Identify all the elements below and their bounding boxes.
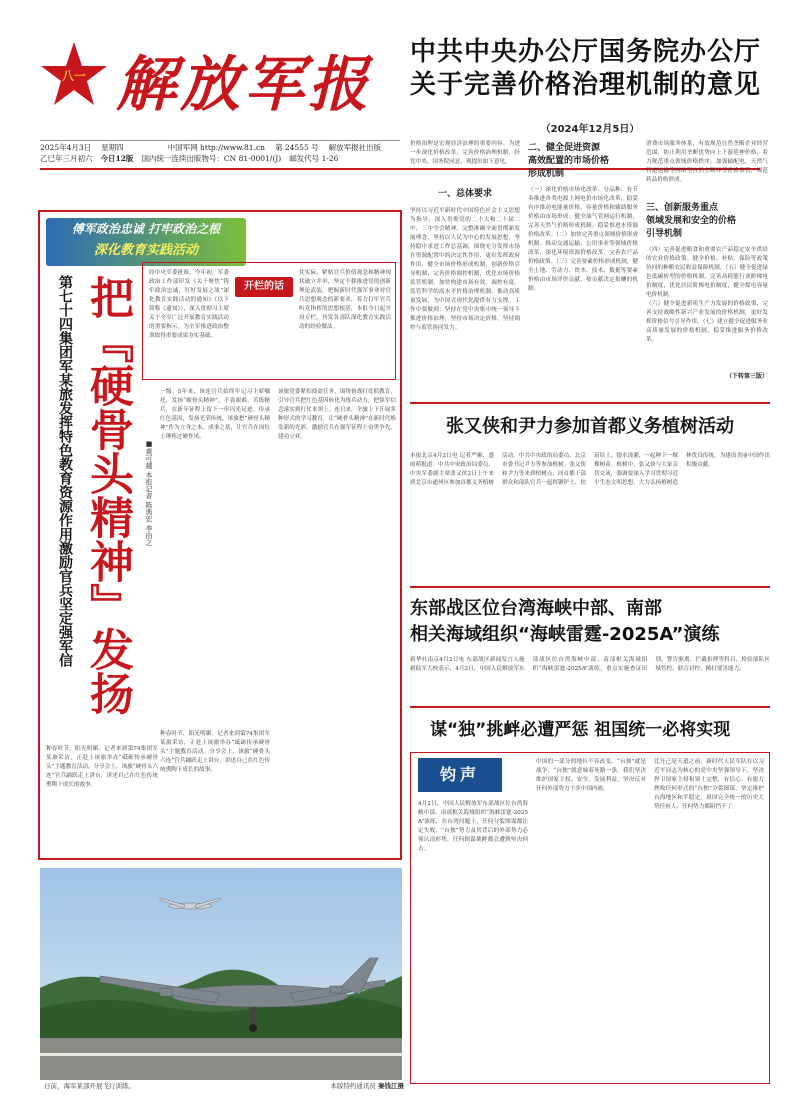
lead-headline-line-2: 关于完善价格治理机制的意见 — [410, 70, 762, 100]
feature-body-col-1: 一级。5年来，该连官兵始终牢记习主席嘱托，发扬“硬骨头精神”，不畏艰难、苦练精兵，在新年征程上留下一串闪光足迹。传承红色基因，发扬光荣传统，该旅把“硬骨头精神”作为立身之本、成事之基，让官兵在岗位上锤炼过硬作风。 — [160, 389, 270, 440]
section-1-body: 坚持以习近平新时代中国特色社会主义思想为指导，深入贯彻党的二十大和二十届二中、三中全会精神，完整准确全面贯彻新发展理念，坚持以人民为中心的发展思想，坚持稳中求进工作总基调，围绕充分发挥市场在资源配置中的决定性作用、更好发挥政府作用，健全市场价格形成机制，创新价格引导机制，完善价格调控机制，优化市场价格监管机制，加快构建市场有效、调控有度、监管科学的高水平价格治理机制，推动高质量发展，为中国式现代化提供有力支撑。工作中要做到：坚持在党中央集中统一领导下推进价格治理，坚持市场决定价格，坚持调控与监管协同发力。 — [410, 207, 520, 331]
commentary-col-3: 比开己是天道之前，新时代人民军队在以习近平同志为核心的党中央坚强领导下，坚决捍卫国家主权和领土完整，有信心、有能力挫败任何形式的“台独”分裂图谋，坚定维护台海地区和平稳定，祖国完全统一的历史大势任何人、任何势力都阻挡不了。 — [654, 759, 764, 810]
info-rule — [40, 140, 400, 141]
masthead-info — [40, 142, 400, 165]
lead-headline — [410, 36, 770, 102]
lead-intro: 价格治理是宏观经济治理的重要内容。为进一步深化价格改革，完善价格治理机制，经党中央、国务院同意，现提出如下意见。 — [410, 141, 520, 165]
commentary-label: 钧声 — [439, 765, 480, 784]
serial-number: 国内统一连续出版物号：CN 81-0001/(J) — [141, 154, 282, 163]
commentary-label-block — [418, 758, 502, 792]
column-note-box — [142, 262, 396, 380]
section-3-heading — [646, 202, 768, 241]
commentary-col-2: 中国的一部分的地位不容改变。“台独”就是战争，“台独”就意味着死路一条。我们坚决维护国家主权、安全、发展利益，坚决反对任何外部势力干涉中国内政。 — [536, 759, 646, 792]
postal-code: 邮发代号 1-26 — [289, 154, 339, 163]
feature-body-col-2: 该旅党委紧扣使命任务，围绕备战打仗抓教育，引导官兵把红色基因转化为练兵动力，把强军信念落实到打仗本领上。连日来，全旅上下开展多种形式的学习教育，让“硬骨头精神”在新时代焕发新的光彩，激励官兵在强军征程上奋勇争先、建功立业。 — [278, 389, 396, 440]
section-2-body-cont: 消费市场服务体系，有效规范自然垄断企业经营范围，防止利用垄断优势向上下游延伸价格，着力规范重点领域价格秩序。加强输配电、天然气管道运输等网络型自然垄断环节价格监管，规范药品价格形成。 — [646, 141, 768, 183]
lunar-date: 乙巳年三月初六 — [40, 154, 93, 163]
continued-note: （下转第三版） — [725, 373, 768, 380]
masthead-logo: 解放军报 — [116, 50, 372, 120]
column-note-body-1: 经中央军委批准，今年初，军委政治工作部印发《关于聚焦“铸牢政治忠诚，打好发展之战”深化教育实践活动的通知》（以下简称《通知》），深入贯彻习主席关于全军广泛开展教育实践活动的重要指示，为全军推进政治整训取得重要成果夯实基础。 — [149, 270, 229, 339]
column-note-label: 开栏的话 — [235, 277, 293, 297]
tree-body: 本报北京4月2日电 记者严顺、盛雨萌报道：中共中央政治局委员、中央军委副主席张又侠2日上午来到北京市通州区参加首都义务植树活动。中共中央政治局委员、北京市委书记尹力等参加植树。张又侠和尹力等来到植树点，同首都干部群众和部队官兵一起挥锹铲土、扶苗培土、提水浇灌，一起种下一棵棵树苗。植树中，张又侠与大家亲切交流，强调要深入学习贯彻习近平生态文明思想，大力弘扬植树造林优良传统，为建设美丽中国作出积极贡献。 — [410, 453, 770, 486]
lead-col-3 — [646, 140, 768, 395]
page-count: 今日12版 — [100, 154, 134, 163]
exercise-headline — [410, 596, 770, 648]
banner-line-2: 深化教育实践活动 — [93, 243, 198, 258]
aircraft-photo — [40, 868, 402, 1080]
photo-credit-label: 本版特约通讯员 — [330, 1082, 376, 1090]
photo-caption-right — [330, 1080, 404, 1092]
issue-date: 2025年4月3日 — [40, 143, 92, 152]
issue-weekday: 星期四 — [101, 143, 124, 152]
feature-body-col-0: 种春时节，阳光明媚。记者来到第74集团军某旅采访，正赶上该旅举办“砥砺传承硬骨头”主题教育活动。分享会上，该旅“硬骨头六连”官兵踊跃走上讲台，讲述自己在红色传统熏陶下成长的故事。 — [46, 746, 158, 788]
publisher: 解放军报社出版 — [328, 143, 382, 152]
section-3-heading-line-2: 领域发展和安全的价格 — [646, 216, 737, 226]
commentary-col-1: 4月2日，中国人民解放军东部战区位台湾海峡中部、南部相关海域组织“海峡雷霆-2025A”演练，在台湾问题上，任何分裂图谋都注定失败，“台独”势力及其背后的外部势力必须认清形势，任何图谋挑衅都会遭到坚决回击。 — [418, 801, 528, 852]
commentary-headline: 谋“独”挑衅必遭严惩 祖国统一必将实现 — [430, 720, 731, 740]
exercise-body: 新华社南京4月2日电 东部战区新闻发言人施毅陆军大校表示，4月2日，中国人民解放军东部战区位台湾海峡中部、南部相关海域组织“海峡雷霆-2025A”演练，重点实施查证识别、警告驱离、拦截扣押等科目，检验部队区域管控、联合封控、精打要害能力。 — [410, 657, 770, 672]
feature-body-col-1b: 种春时节，阳光明媚。记者来到第74集团军某旅采访，正赶上该旅举办“砥砺传承硬骨头”主题教育活动。分享会上，该旅“硬骨头六连”官兵踊跃走上讲台，讲述自己在红色传统熏陶下成长的故事。 — [160, 731, 270, 773]
section-3-heading-line-1: 三、创新服务重点 — [646, 203, 719, 213]
section-3-heading-line-3: 引导机制 — [646, 229, 683, 239]
exercise-section-rule — [410, 586, 770, 588]
feature-headline: 把『硬骨头精神』发扬 — [82, 275, 133, 715]
feature-banner — [46, 218, 246, 266]
section-2-heading-line-2: 高效配置的市场价格 — [528, 156, 610, 166]
section-2-heading — [528, 142, 638, 181]
feature-kicker: 第七十四集团军某旅发挥特色教育资源作用激励官兵坚定强军信 — [57, 275, 73, 667]
photo-credit: 秦钱江摄 — [378, 1082, 404, 1090]
section-2-heading-line-1: 二、健全促进资源 — [528, 143, 601, 153]
red-star-emblem — [40, 40, 108, 108]
section-3-body: （四）完善促进粮食和重要农产品稳定安全供给的农业价格政策。健全价格、补贴、保险等政策协同的种粮农民收益保障机制。（五）健全促进绿色低碳转型的价格机制，完善高耗能行业阶梯电价制度，优化居民阶梯电价制度，健全煤电容量电价机制。 — [646, 247, 768, 298]
svg-text:八一: 八一 — [61, 69, 87, 83]
banner-line-1: 傅军政治忠诚 打牢政治之根 — [71, 222, 221, 236]
section-3-body-cont: （六）健全促进新质生产力发展的价格政策，完善支持战略性新兴产业发展的价格机制，更好发挥价格信号引导作用。（七）建立健全促进服务业高质量发展的价格机制，稳妥推进服务价格改革。 — [646, 301, 768, 343]
website: 中国军网 http://www.81.cn — [167, 143, 265, 152]
section-2-body: （一）深化价格市场化改革。分品种、有节奏推进各类电源上网电价市场化改革，稳妥有序推动电能量价格、容量价格和辅助服务价格由市场形成。健全油气管网运行机制，完善天然气价格形成机制。稳妥推进水资源价格改革。（二）加快完善重点领域价格形成机制。推动交通运输、公用事业等领域价格改革，深化环境资源价格改革，完善农产品价格政策。（三）完善要素价格形成机制，健全土地、劳动力、资本、技术、数据等要素价格由市场评价贡献、按贡献决定报酬的机制。 — [528, 187, 638, 292]
column-note-body-2: 仗实际，紧贴官兵价值观念和精神现状破立并举，坚定不移推进党的创新理论武装，把握新时代强军事业对官兵思想观念的新要求，着力打牢官兵听党指挥的思想根基，本报今日起开设专栏，刊发各部队深化教育实践活动的经验做法。 — [299, 270, 391, 330]
feature-byline: ■黄可越 本报记者 陈典宏 李由之 — [145, 440, 153, 546]
tree-headline: 张又侠和尹力参加首都义务植树活动 — [446, 416, 734, 437]
lead-dateline: （2024年12月5日） — [540, 124, 640, 135]
section-2-heading-line-3: 形成机制 — [528, 169, 565, 179]
tree-section-rule — [410, 402, 770, 404]
lead-col-1 — [410, 140, 520, 395]
lead-headline-line-1: 中共中央办公厅国务院办公厅 — [410, 37, 762, 67]
lead-col-2 — [528, 140, 638, 395]
photo-caption — [44, 1080, 404, 1092]
exercise-headline-line-1: 东部战区位台湾海峡中部、南部 — [410, 598, 662, 619]
exercise-headline-line-2: 相关海域组织“海峡雷霆-2025A”演练 — [410, 624, 720, 645]
issue-number: 第 24555 号 — [274, 143, 319, 152]
section-1-heading: 一、总体要求 — [437, 189, 492, 199]
commentary-section-rule — [410, 706, 770, 708]
photo-caption-left: 日前，海军某部开展飞行训练。 — [44, 1082, 135, 1090]
